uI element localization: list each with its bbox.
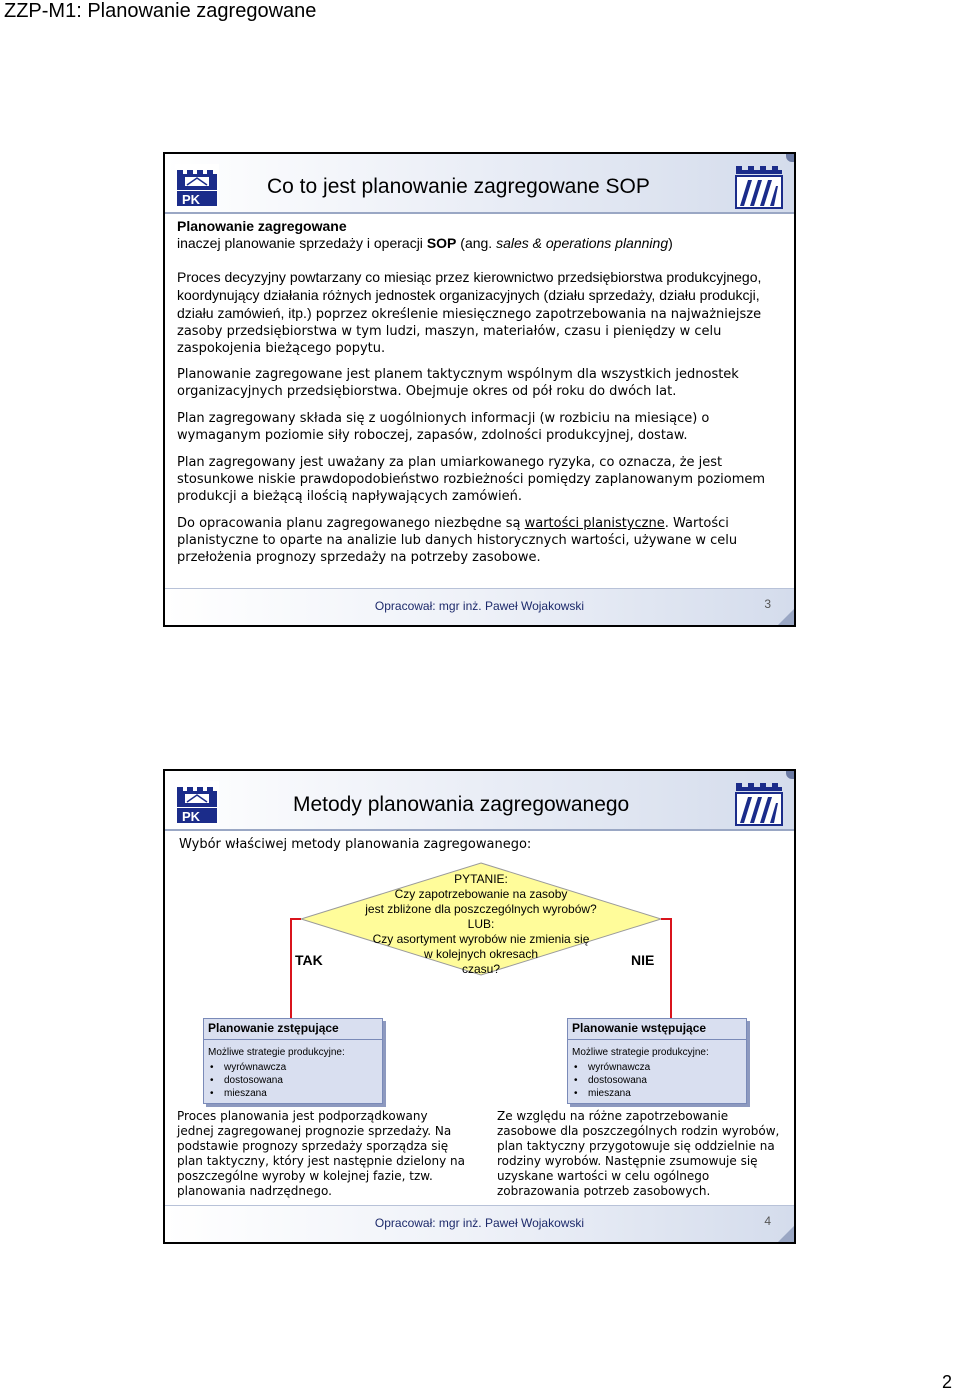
intro-block	[177, 218, 789, 252]
intro-line	[177, 235, 789, 252]
intro-italic: sales & operations planning	[496, 235, 669, 251]
svg-text:PK: PK	[182, 809, 201, 824]
slide-number: 4	[764, 1214, 771, 1228]
pk-logo-icon	[175, 164, 219, 208]
box-subtitle: Możliwe strategie produkcyjne:	[572, 1047, 709, 1058]
list-item: • wyrównawcza	[210, 1061, 286, 1074]
strategy-list	[210, 1061, 286, 1100]
top-down-planning-box	[203, 1018, 383, 1104]
yes-connector	[291, 919, 301, 1018]
paragraph-1-rest: poprzez określenie miesięcznego zapotrzebowania na najważniejsze zasoby przedsiębiorstwa w tym ludzi, maszyn, materiałów, czasu i pieniędzy w celu zaspokojenia bieżącego popytu.	[177, 307, 762, 356]
footer-author: Opracował: mgr inż. Paweł Wojakowski	[374, 599, 585, 613]
slide-subtitle: Wybór właściwej metody planowania zagregowanego:	[179, 837, 532, 852]
slide-number: 3	[764, 597, 771, 611]
svg-text:PK: PK	[182, 192, 201, 207]
no-label: NIE	[631, 952, 655, 968]
list-item: • dostosowana	[210, 1074, 286, 1087]
paragraph-2: Planowanie zagregowane jest planem taktycznym wspólnym dla wszystkich jednostek organizacyjnych przedsiębiorstwa. Obejmuje okres od pół roku do dwóch lat.	[177, 367, 739, 399]
list-item: • wyrównawcza	[574, 1061, 650, 1074]
question-line-2b: w kolejnych okresach	[423, 947, 539, 961]
intro-sop: SOP	[426, 235, 457, 251]
question-or: LUB:	[467, 917, 495, 931]
top-down-description: Proces planowania jest podporządkowany jednej zagregowanej prognozie sprzedaży. Na podstawie prognozy sprzedaży sporządza się plan taktyczny, który jest następnie dzielony na poszczególne wyroby w kolejnej fazie, tzw. planowania nadrzędnego.	[177, 1109, 465, 1198]
slide-4	[163, 769, 796, 1244]
page-curl-icon	[778, 609, 794, 625]
strategy-list	[574, 1061, 650, 1100]
bottom-up-planning-box	[567, 1018, 747, 1104]
footer-author: Opracował: mgr inż. Paweł Wojakowski	[374, 1216, 585, 1230]
box-divider	[568, 1039, 746, 1040]
yes-label: TAK	[295, 952, 323, 968]
slide-3	[163, 152, 796, 627]
planning-values-link[interactable]: wartości planistyczne	[524, 516, 665, 531]
slide-title: Co to jest planowanie zagregowane SOP	[267, 175, 650, 198]
intro-pre: inaczej planowanie sprzedaży i operacji	[177, 235, 427, 251]
paragraph-5-post: . Wartości planistyczne to oparte na analizie lub danych historycznych wartości, używane w celu przełożenia prognozy sprzedaży na potrzeby zasobowe.	[177, 516, 738, 565]
list-item: • mieszana	[574, 1087, 650, 1100]
slide-heading: Planowanie zagregowane	[177, 218, 347, 234]
paragraph-1	[177, 269, 789, 357]
slide-body	[177, 218, 789, 576]
box-title: Planowanie zstępujące	[208, 1021, 339, 1035]
box-title: Planowanie wstępujące	[572, 1021, 707, 1035]
faculty-logo-icon	[734, 162, 784, 210]
slide-title: Metody planowania zagregowanego	[293, 793, 630, 816]
paragraph-5-pre: Do opracowania planu zagregowanego niezbędne są	[177, 516, 525, 531]
document-header: ZZP-M1: Planowanie zagregowane	[4, 0, 317, 22]
list-item: • mieszana	[210, 1087, 286, 1100]
paragraph-1-lead: Proces decyzyjny powtarzany co miesiąc przez kierownictwo przedsiębiorstwa produkcyjnego, koordynujący działania różnych jednostek organizacyjnych (działu sprzedaży, działu produkcji, działu zamówień, itp.)	[177, 269, 762, 321]
question-line-1a: Czy zapotrzebowanie na zasoby	[394, 887, 568, 901]
question-line-1b: jest zbliżone dla poszczególnych wyrobów?	[365, 902, 597, 916]
page-number: 2	[941, 1372, 952, 1392]
question-line-2a: Czy asortyment wyrobów nie zmienia się	[372, 932, 590, 946]
list-item: • dostosowana	[574, 1074, 650, 1087]
no-connector	[661, 919, 671, 1018]
slide-footer	[165, 1205, 794, 1242]
intro-post: )	[668, 235, 673, 251]
page-curl-icon	[778, 1226, 794, 1242]
decision-question	[351, 872, 611, 977]
slide-footer	[165, 588, 794, 625]
paragraph-5	[177, 515, 789, 566]
intro-mid: (ang.	[456, 235, 497, 251]
box-subtitle: Możliwe strategie produkcyjne:	[208, 1047, 345, 1058]
bottom-up-description: Ze względu na różne zapotrzebowanie zasobowe dla poszczególnych rodzin wyrobów, plan taktyczny przygotowuje się oddzielnie na rodziny wyrobów. Następnie zsumowuje się uzyskane wartości w celu ogólnego zobrazowania potrzeb zasobowych.	[497, 1109, 780, 1198]
paragraph-4: Plan zagregowany jest uważany za plan umiarkowanego ryzyka, co oznacza, że jest stosunkowe niskie prawdopodobieństwo rozbieżności pomiędzy zaplanowanym poziomem produkcji a bieżącą ilością napływających zamówień.	[177, 455, 766, 504]
paragraph-3: Plan zagregowany składa się z uogólnionych informacji (w rozbiciu na miesiące) o wymaganym poziomie siły roboczej, zapasów, zdolności produkcyjnej, dostaw.	[177, 411, 710, 443]
question-header: PYTANIE:	[454, 872, 508, 886]
question-line-2c: czasu?	[461, 962, 501, 976]
box-divider	[204, 1039, 382, 1040]
